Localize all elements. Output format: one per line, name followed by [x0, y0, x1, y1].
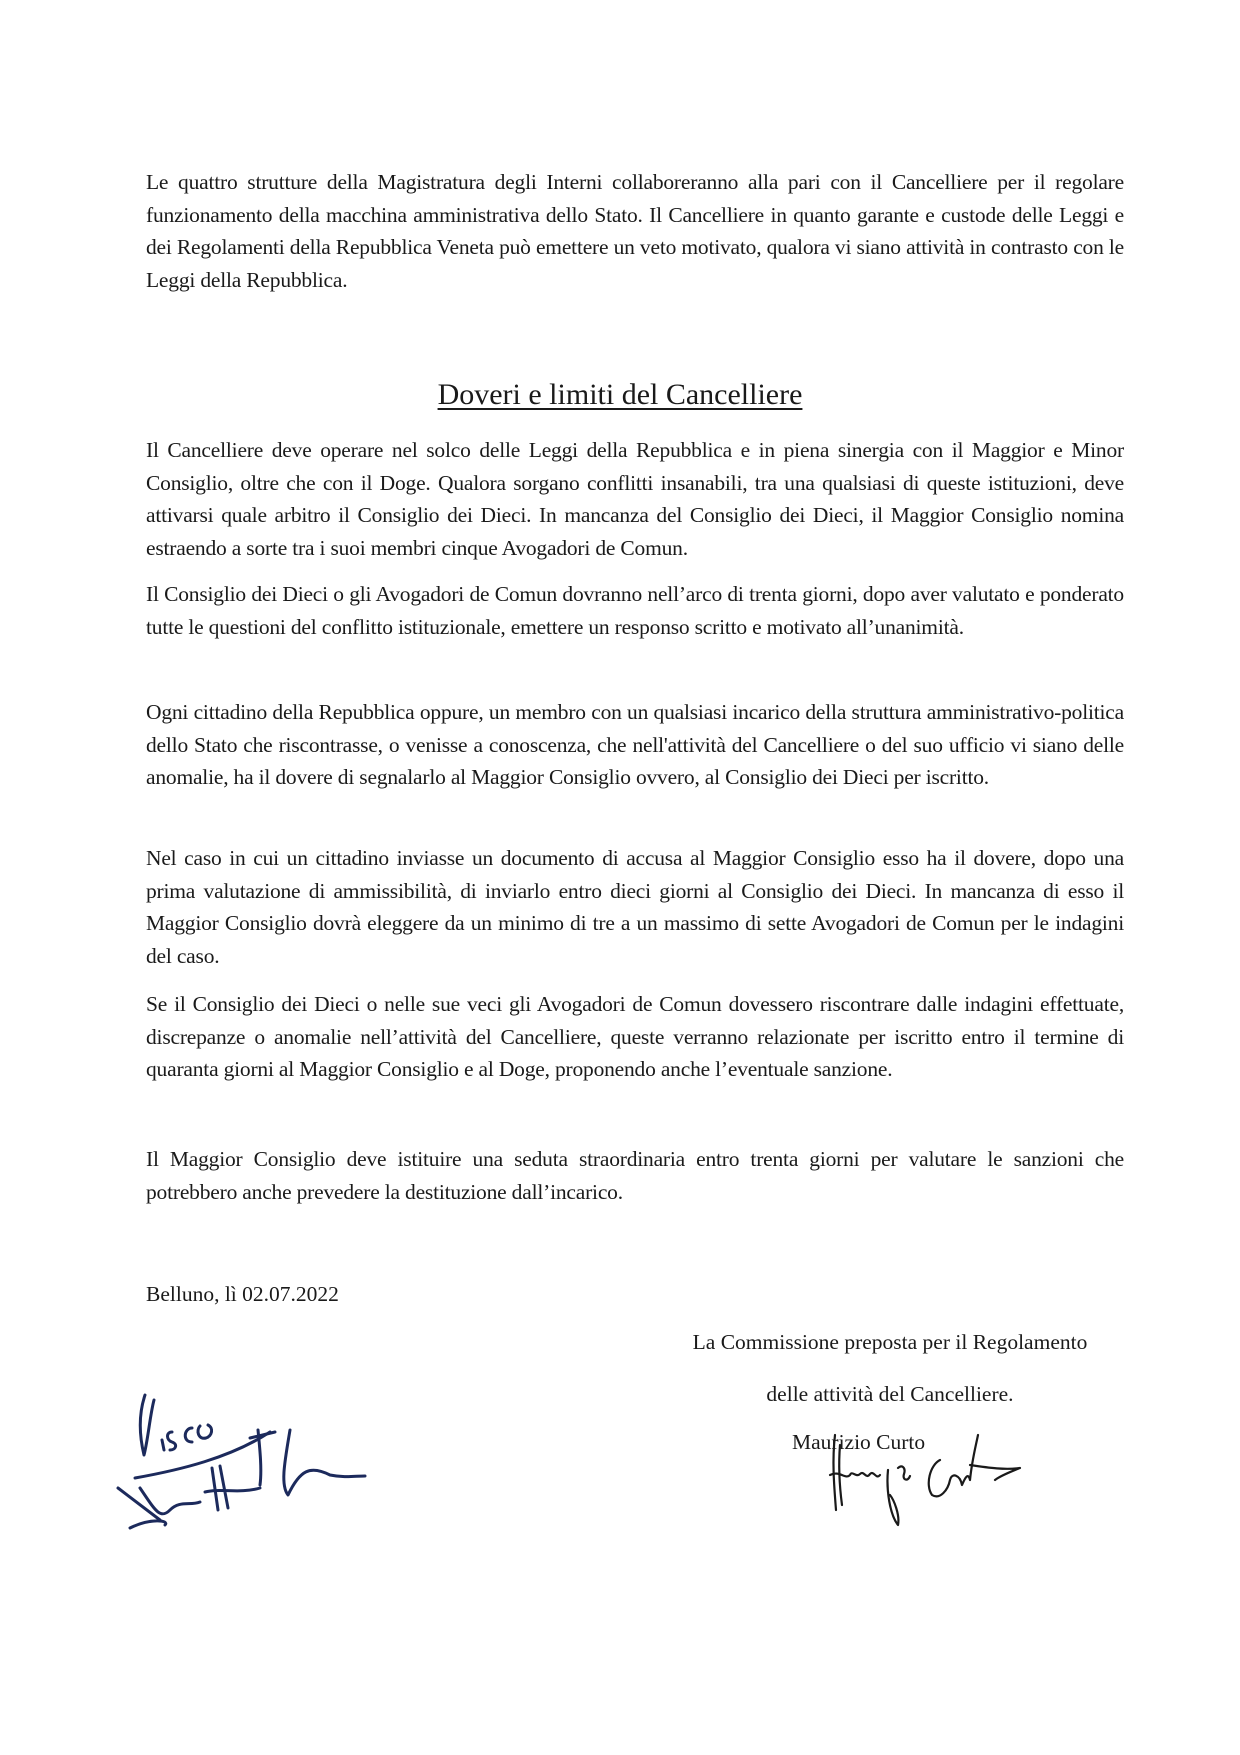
signature-stroke	[887, 1466, 910, 1525]
signature-stroke	[833, 1435, 842, 1510]
signature-stroke	[284, 1430, 365, 1495]
intro-paragraph: Le quattro strutture della Magistratura degli Interni collaboreranno alla pari con il Cancelliere per il regolare funzionamento della macchina amministrativa dello Stato. Il Cancelliere in quanto garante e custode delle Leggi e dei Regolamenti della Repubblica Veneta può emettere un veto motivato, qualora vi siano attività in contrasto con le Leggi della Repubblica.	[146, 170, 1124, 292]
paragraph-1: Il Cancelliere deve operare nel solco delle Leggi della Repubblica e in piena sinergia con il Maggior e Minor Consiglio, oltre che con il Doge. Qualora sorgano conflitti insanabili, tra una qualsiasi di queste istituzioni, deve attivarsi quale arbitro il Consiglio dei Dieci. In mancanza del Consiglio dei Dieci, il Maggior Consiglio nomina estraendo a sorte tra i suoi membri cinque Avogadori de Comun.	[146, 438, 1124, 560]
paragraph-4: Nel caso in cui un cittadino inviasse un documento di accusa al Maggior Consiglio esso ha il dovere, dopo una prima valutazione di ammissibilità, di inviarlo entro dieci giorni al Consiglio dei Dieci. In mancanza di esso il Maggior Consiglio dovrà eleggere da un minimo di tre a un massimo di sette Avogadori de Comun per le indagini del caso.	[146, 846, 1124, 968]
signature-stroke	[162, 1425, 212, 1450]
signature-stroke	[118, 1488, 200, 1528]
signature-stroke	[140, 1395, 154, 1455]
signature-stroke	[830, 1473, 880, 1476]
signature-stroke	[929, 1435, 1020, 1496]
place-date: Belluno, lì 02.07.2022	[146, 1282, 339, 1306]
paragraph-5: Se il Consiglio dei Dieci o nelle sue veci gli Avogadori de Comun dovessero riscontrare dalle indagini effettuate, discrepanze o anomalie nell’attività del Cancelliere, queste verranno relazionate per iscritto entro il termine di quaranta giorni al Maggior Consiglio e al Doge, proponendo anche l’eventuale sanzione.	[146, 992, 1124, 1081]
paragraph-2: Il Consiglio dei Dieci o gli Avogadori de Comun dovranno nell’arco di trenta giorni, dopo aver valutato e ponderato tutte le questioni del conflitto istituzionale, emettere un responso scritto e motivato all’unanimità.	[146, 582, 1124, 639]
section-title: Doveri e limiti del Cancelliere	[437, 378, 803, 411]
signature-stroke	[205, 1466, 260, 1510]
commission-line-2: delle attività del Cancelliere.	[766, 1382, 1014, 1406]
paragraph-6: Il Maggior Consiglio deve istituire una seduta straordinaria entro trenta giorni per valutare le sanzioni che potrebbero anche prevedere la destituzione dall’incarico.	[146, 1147, 1124, 1204]
visto-signature	[100, 1370, 400, 1550]
commission-line-1: La Commissione preposta per il Regolamento	[692, 1330, 1088, 1354]
paragraph-3: Ogni cittadino della Repubblica oppure, un membro con un qualsiasi incarico della struttura amministrativo-politica dello Stato che riscontrasse, o venisse a conoscenza, che nell'attività del Cancelliere o del suo ufficio vi siano delle anomalie, ha il dovere di segnalarlo al Maggior Consiglio ovvero, al Consiglio dei Dieci per iscritto.	[146, 700, 1124, 789]
curto-signature	[790, 1430, 1040, 1540]
signatory-name: Maurizio Curto	[792, 1430, 926, 1454]
